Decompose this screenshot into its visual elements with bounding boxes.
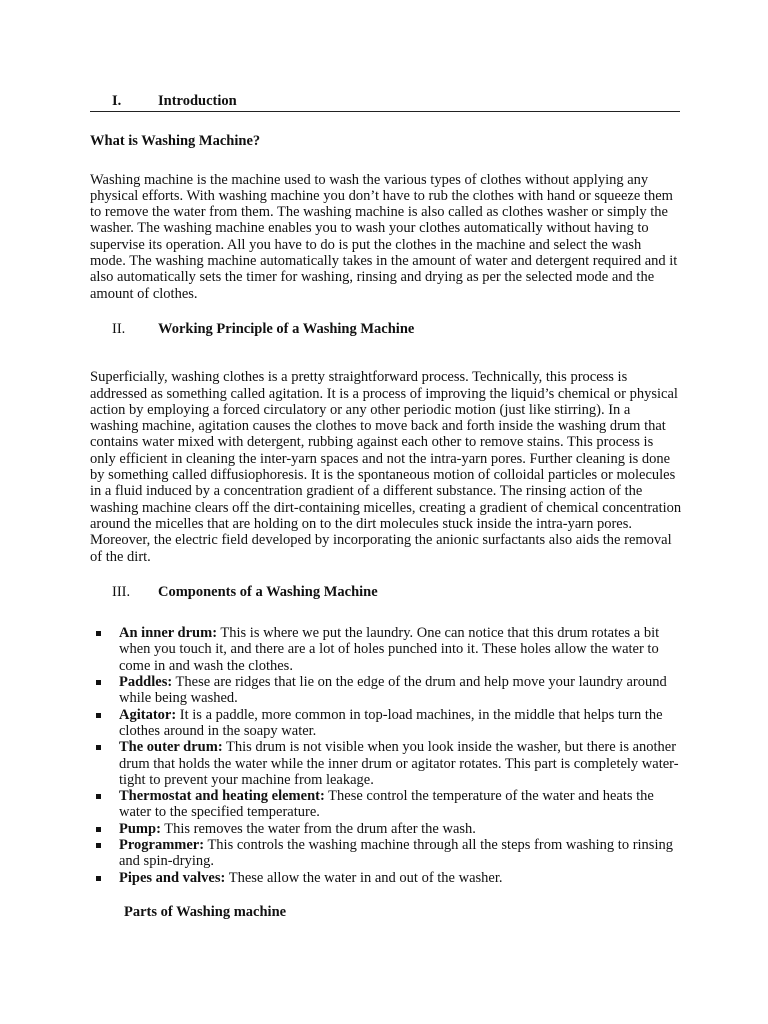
principle-paragraph: Superficially, washing clothes is a pretty straightforward process. Technically, this process is addressed as something called agitation. It is a process of improving the liquid’s chemical or physical action by employing a forced circulatory or any other periodic motion (just like stirring). In a washing machine, agitation causes the clothes to move back and forth inside the washing drum that contains water mixed with detergent, rubbing against each other to remove stains. This process is only efficient in cleaning the inter-yarn spaces and not the intra-yarn pores. Further cleaning is done by something called diffusiophoresis. It is the spontaneous motion of colloidal particles or molecules in a fluid induced by a concentration gradient of a different substance. The rinsing action of the washing machine clears off the dirt-containing micelles, creating a gradient of chemical concentration around the micelles that are holding on to the dirt molecules stuck inside the intra-yarn pores. Moreover, the electric field developed by incorporating the anionic surfactants also aids the removal of the dirt. <box>90 369 682 565</box>
component-term: Programmer: <box>119 836 205 853</box>
section-number: II. <box>112 320 126 337</box>
component-term: Pipes and valves: <box>119 869 226 886</box>
section-heading-components <box>90 584 680 600</box>
list-item <box>90 707 682 740</box>
bullet-square-icon <box>96 631 101 636</box>
component-description: This drum is not visible when you look inside the washer, but there is another drum that holds the water while the inner drum or agitator rotates. This part is completely water-tight to prevent your machine from leakage. <box>119 739 679 788</box>
component-description: This removes the water from the drum after the wash. <box>160 820 476 837</box>
bullet-square-icon <box>96 713 101 718</box>
section-title: Introduction <box>158 93 237 109</box>
component-term: Paddles: <box>119 674 173 691</box>
list-item <box>90 870 682 886</box>
component-description: These control the temperature of the water and heats the water to the specified temperature. <box>119 788 654 821</box>
component-description: These are ridges that lie on the edge of the drum and help move your laundry around while being washed. <box>119 674 667 707</box>
list-item <box>90 788 682 821</box>
bullet-square-icon <box>96 827 101 832</box>
list-item <box>90 739 682 788</box>
list-item <box>90 674 682 707</box>
list-item <box>90 625 682 674</box>
bullet-square-icon <box>96 745 101 750</box>
section-number: I. <box>112 93 122 109</box>
intro-paragraph: Washing machine is the machine used to wash the various types of clothes without applying any physical efforts. With washing machine you don’t have to rub the clothes with hand or squeeze them to remove the water from them. The washing machine is also called as clothes washer or simply the washer. The washing machine enables you to wash your clothes automatically without having to supervise its operation. All you have to do is put the clothes in the machine and select the wash mode. The washing machine automatically takes in the amount of water and detergent required and it also automatically sets the timer for washing, rinsing and drying as per the selected mode and the amount of clothes. <box>90 171 678 302</box>
component-description: This controls the washing machine through all the steps from washing to rinsing and spin-drying. <box>119 836 673 870</box>
list-item <box>90 821 682 837</box>
bullet-square-icon <box>96 843 101 848</box>
bullet-square-icon <box>96 876 101 881</box>
components-list <box>90 625 682 886</box>
section-number: III. <box>112 583 131 600</box>
section-heading-introduction <box>90 93 680 112</box>
parts-heading: Parts of Washing machine <box>124 903 287 920</box>
component-term: Pump: <box>119 820 161 837</box>
component-term: Agitator: <box>119 706 177 723</box>
bullet-square-icon <box>96 680 101 685</box>
question-heading: What is Washing Machine? <box>90 133 261 150</box>
component-description: These allow the water in and out of the washer. <box>225 869 503 886</box>
section-title: Working Principle of a Washing Machine <box>158 320 415 337</box>
section-heading-working-principle <box>90 321 680 337</box>
component-term: An inner drum: <box>119 625 218 642</box>
component-term: Thermostat and heating element: <box>119 788 325 805</box>
list-item <box>90 837 682 870</box>
component-description: It is a paddle, more common in top-load machines, in the middle that helps turn the clothes around in the soapy water. <box>119 706 663 739</box>
section-title: Components of a Washing Machine <box>158 583 378 600</box>
component-description: This is where we put the laundry. One can notice that this drum rotates a bit when you touch it, and there are a lot of holes punched into it. These holes allow the water to come in and wash the clothes. <box>119 625 660 674</box>
component-term: The outer drum: <box>119 739 223 756</box>
bullet-square-icon <box>96 794 101 799</box>
